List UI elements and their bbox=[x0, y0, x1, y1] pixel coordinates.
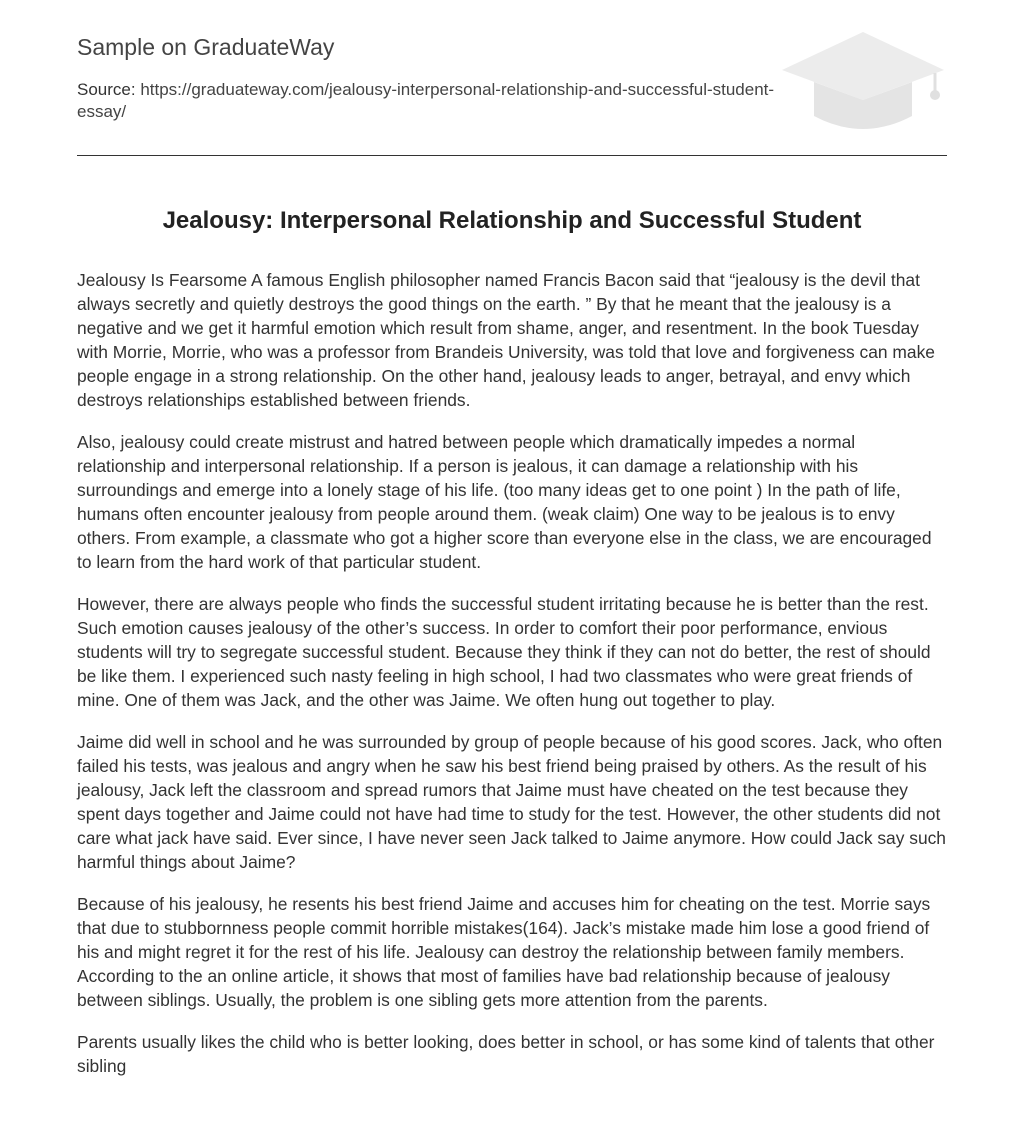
paragraph: Parents usually likes the child who is better looking, does better in school, or has some kind of talents that other sibling bbox=[77, 1032, 935, 1076]
paragraph: Jaime did well in school and he was surrounded by group of people because of his good scores. Jack, who often failed his tests, was jealous and angry when he saw his best friend being praised by others. As the result of his jealousy, Jack left the classroom and spread rumors that Jaime must have cheated on the test because they spent days together and Jaime could not have had time to study for the test. However, the other students did not care what jack have said. Ever since, I have never seen Jack talked to Jaime anymore. How could Jack say such harmful things about Jaime? bbox=[77, 732, 946, 872]
page-title: Jealousy: Interpersonal Relationship and Successful Student bbox=[162, 207, 862, 234]
article-body bbox=[77, 268, 947, 1096]
source-link[interactable]: https://graduateway.com/jealousy-interpersonal-relationship-and-successful-student-essay/ bbox=[77, 80, 775, 121]
graduation-cap-icon bbox=[780, 30, 946, 134]
source-label: Source: bbox=[77, 80, 136, 99]
site-title: Sample on GraduateWay bbox=[77, 34, 335, 60]
paragraph: However, there are always people who finds the successful student irritating because he is better than the rest. Such emotion causes jealousy of the other’s success. In order to comfort their poor performance, envious students will try to segregate successful student. Because they think if they can not do better, the rest of should be like them. I experienced such nasty feeling in high school, I had two classmates who were great friends of mine. One of them was Jack, and the other was Jaime. We often hung out together to play. bbox=[77, 594, 931, 710]
paragraph: Also, jealousy could create mistrust and hatred between people which dramatically impedes a normal relationship and interpersonal relationship. If a person is jealous, it can damage a relationship with his surroundings and emerge into a lonely stage of his life. (too many ideas get to one point ) In the path of life, humans often encounter jealousy from people around them. (weak claim) One way to be jealous is to envy others. From example, a classmate who got a higher score than everyone else in the class, we are encouraged to learn from the hard work of that particular student. bbox=[77, 432, 932, 572]
header bbox=[77, 0, 947, 156]
paragraph: Jealousy Is Fearsome A famous English philosopher named Francis Bacon said that “jealousy is the devil that always secretly and quietly destroys the good things on the earth. ” By that he meant that the jealousy is a negative and we get it harmful emotion which result from shame, anger, and resentment. In the book Tuesday with Morrie, Morrie, who was a professor from Brandeis University, was told that love and forgiveness can make people engage in a strong relationship. On the other hand, jealousy leads to anger, betrayal, and envy which destroys relationships established between friends. bbox=[77, 270, 935, 410]
paragraph: Because of his jealousy, he resents his best friend Jaime and accuses him for cheating on the test. Morrie says that due to stubbornness people commit horrible mistakes(164). Jack’s mistake made him lose a good friend of his and might regret it for the rest of his life. Jealousy can destroy the relationship between family members. According to the an online article, it shows that most of families have bad relationship because of jealousy between siblings. Usually, the problem is one sibling gets more attention from the parents. bbox=[77, 894, 931, 1010]
source-line bbox=[77, 79, 777, 123]
document-page bbox=[77, 0, 947, 1076]
